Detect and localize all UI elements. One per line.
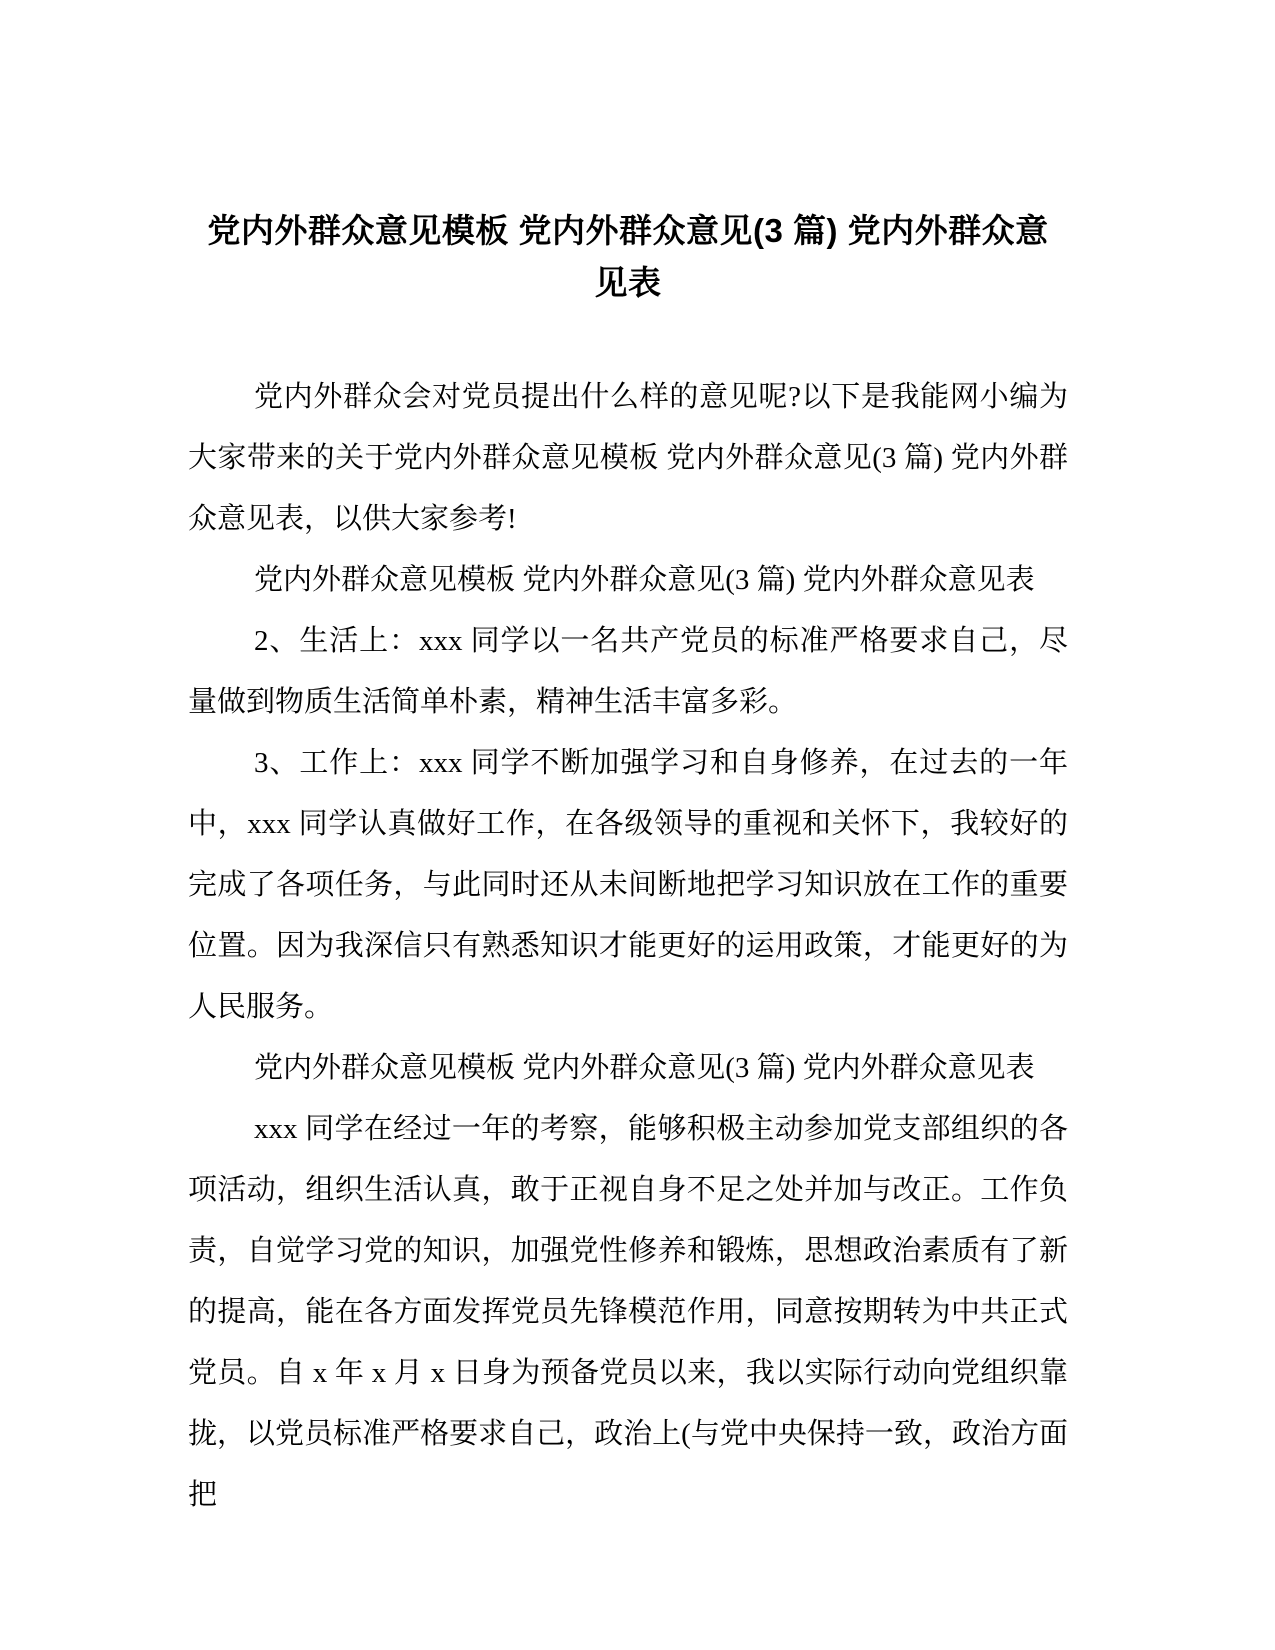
paragraph-work: 3、工作上：xxx 同学不断加强学习和自身修养，在过去的一年中，xxx 同学认真做好工作，在各级领导的重视和关怀下，我较好的完成了各项任务，与此同时还从未间断地把学习知识放在工作的重要位置。因为我深信只有熟悉知识才能更好的运用政策，才能更好的为人民服务。 (188, 747, 1068, 1023)
paragraph-section-heading-2: 党内外群众意见模板 党内外群众意见(3 篇) 党内外群众意见表 (254, 1052, 1035, 1084)
document-title: 党内外群众意见模板 党内外群众意见(3 篇) 党内外群众意见表 (207, 212, 1049, 301)
paragraph-inspection: xxx 同学在经过一年的考察，能够积极主动参加党支部组织的各项活动，组织生活认真，敢于正视自身不足之处并加与改正。工作负责，自觉学习党的知识，加强党性修养和锻炼，思想政治素质有了新的提高，能在各方面发挥党员先锋模范作用，同意按期转为中共正式党员。自 x 年 x 月 x 日身为预备党员以来，我以实际行动向党组织靠拢，以党员标准严格要求自己，政治上(与党中央保持一致，政治方面把 (188, 1113, 1068, 1511)
document-body (188, 367, 1068, 1526)
paragraph-intro: 党内外群众会对党员提出什么样的意见呢?以下是我能网小编为大家带来的关于党内外群众意见模板 党内外群众意见(3 篇) 党内外群众意见表，以供大家参考! (188, 381, 1068, 535)
paragraph-life: 2、生活上：xxx 同学以一名共产党员的标准严格要求自己，尽量做到物质生活简单朴素，精神生活丰富多彩。 (188, 625, 1068, 718)
paragraph-section-heading-1: 党内外群众意见模板 党内外群众意见(3 篇) 党内外群众意见表 (254, 564, 1035, 596)
